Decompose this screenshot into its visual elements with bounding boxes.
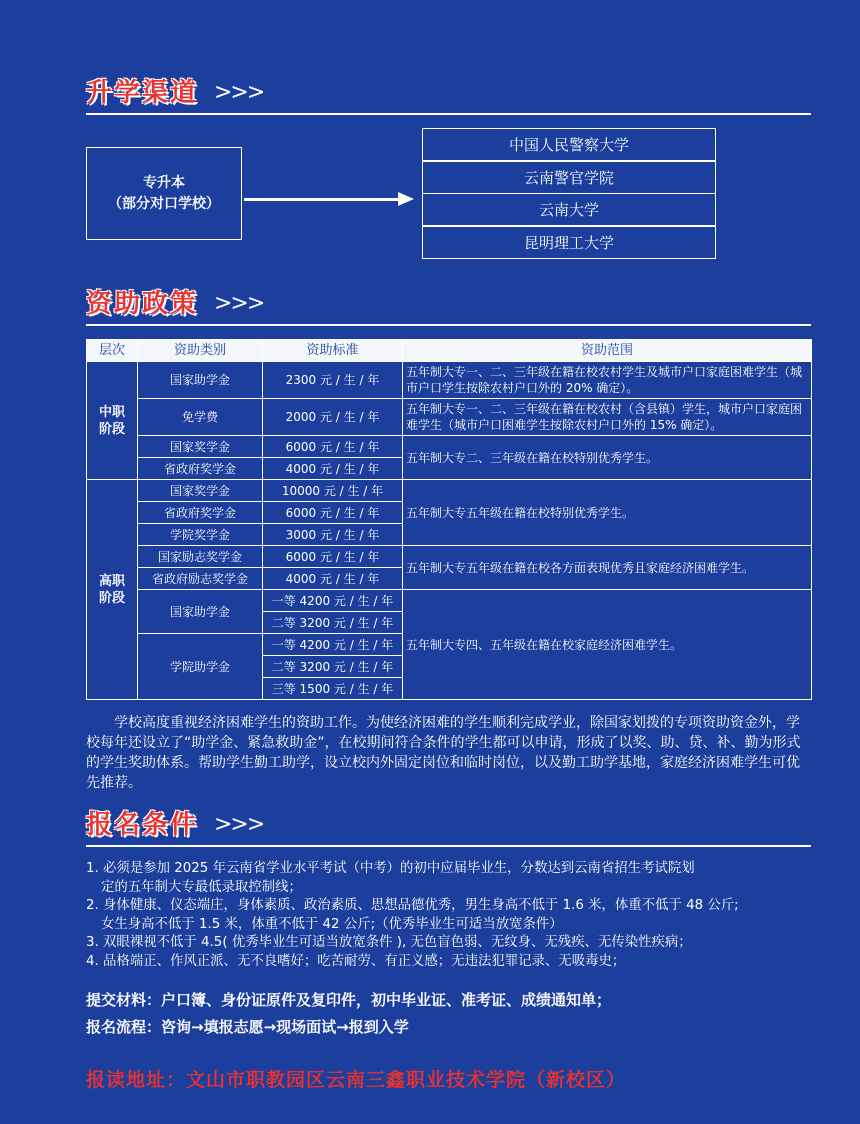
source-subtitle: （部分对口学校） bbox=[108, 195, 220, 212]
chevrons-icon: >>> bbox=[214, 291, 264, 316]
amount-cell: 一等 4200 元 / 生 / 年 bbox=[263, 634, 403, 656]
divider bbox=[86, 845, 811, 847]
aid-table bbox=[86, 339, 812, 700]
table-row bbox=[87, 436, 812, 458]
materials-text: 提交材料：户口簿、身份证原件及复印件，初中毕业证、准考证、成绩通知单； bbox=[86, 991, 612, 1009]
list-item: 4. 品格端正、作风正派、无不良嗜好；吃苦耐劳、有正义感；无违法犯罪记录、无吸毒史； bbox=[86, 953, 626, 969]
amount-cell: 3000 元 / 生 / 年 bbox=[263, 524, 403, 546]
type-cell: 省政府励志奖学金 bbox=[138, 568, 263, 590]
list-item: 3. 双眼裸视不低于 4.5( 优秀毕业生可适当放宽条件 ), 无色盲色弱、无纹身、无残疾、无传染性疾病； bbox=[86, 935, 692, 951]
type-cell: 国家助学金 bbox=[138, 362, 263, 399]
amount-cell: 4000 元 / 生 / 年 bbox=[263, 568, 403, 590]
type-cell: 国家奖学金 bbox=[138, 480, 263, 502]
chevrons-icon: >>> bbox=[214, 80, 264, 105]
conditions-list bbox=[86, 860, 816, 972]
section-header-aid bbox=[86, 287, 811, 327]
level-cell bbox=[87, 362, 138, 480]
amount-cell: 10000 元 / 生 / 年 bbox=[263, 480, 403, 502]
scope-cell: 五年制大专一、二、三年级在籍在校农村学生及城市户口家庭困难学生（城市户口学生按除农村户口外的 20% 确定）。 bbox=[403, 362, 812, 399]
source-title: 专升本 bbox=[143, 174, 185, 191]
amount-cell: 6000 元 / 生 / 年 bbox=[263, 436, 403, 458]
header-cell: 资助范围 bbox=[403, 340, 812, 362]
table-row bbox=[87, 399, 812, 436]
target-university: 中国人民警察大学 bbox=[422, 128, 716, 162]
type-cell: 省政府奖学金 bbox=[138, 502, 263, 524]
type-cell: 国家助学金 bbox=[138, 590, 263, 634]
level-label: 中职 阶段 bbox=[98, 404, 125, 437]
target-university: 昆明理工大学 bbox=[422, 225, 716, 259]
amount-cell: 三等 1500 元 / 生 / 年 bbox=[263, 678, 403, 700]
section-title: 资助政策 bbox=[86, 289, 199, 319]
aid-paragraph: 学校高度重视经济困难学生的资助工作。为使经济困难的学生顺利完成学业，除国家划拨的专项资助资金外，学校每年还设立了“助学金、紧急救助金”，在校期间符合条件的学生都可以申请，形成了以奖、助、贷、补、勤为形式的学生奖助体系。帮助学生勤工助学，设立校内外固定岗位和临时岗位，以及勤工助学基地，家庭经济困难学生可优先推荐。 bbox=[86, 715, 801, 791]
header-cell: 层次 bbox=[87, 340, 138, 362]
scope-cell: 五年制大专五年级在籍在校各方面表现优秀且家庭经济困难学生。 bbox=[403, 546, 812, 590]
process-text: 报名流程：咨询→填报志愿→现场面试→报到入学 bbox=[86, 1018, 409, 1036]
amount-cell: 二等 3200 元 / 生 / 年 bbox=[263, 656, 403, 678]
amount-cell: 一等 4200 元 / 生 / 年 bbox=[263, 590, 403, 612]
level-label: 高职 阶段 bbox=[98, 573, 125, 606]
amount-cell: 2300 元 / 生 / 年 bbox=[263, 362, 403, 399]
section-header-enroll bbox=[86, 808, 811, 848]
amount-cell: 二等 3200 元 / 生 / 年 bbox=[263, 612, 403, 634]
section-title: 报名条件 bbox=[86, 810, 199, 840]
header-cell: 资助标准 bbox=[263, 340, 403, 362]
type-cell: 国家励志奖学金 bbox=[138, 546, 263, 568]
divider bbox=[86, 324, 811, 326]
list-item: 定的五年制大专最低录取控制线； bbox=[101, 879, 302, 895]
type-cell: 学院奖学金 bbox=[138, 524, 263, 546]
type-cell: 免学费 bbox=[138, 399, 263, 436]
target-university: 云南大学 bbox=[422, 193, 716, 227]
table-row bbox=[87, 480, 812, 502]
level-cell bbox=[87, 480, 138, 700]
arrow-head-icon bbox=[398, 192, 414, 206]
amount-cell: 6000 元 / 生 / 年 bbox=[263, 546, 403, 568]
list-item: 女生身高不低于 1.5 米，体重不低于 42 公斤;（优秀毕业生可适当放宽条件） bbox=[101, 916, 563, 932]
table-header-row bbox=[87, 340, 812, 362]
scope-cell: 五年制大专一、二、三年级在籍在校农村（含县镇）学生，城市户口家庭困难学生（城市户口困难学生按除农村户口外的 15% 确定）。 bbox=[403, 399, 812, 436]
divider bbox=[86, 113, 811, 115]
header-cell: 资助类别 bbox=[138, 340, 263, 362]
table-row bbox=[87, 546, 812, 568]
target-university: 云南警官学院 bbox=[422, 160, 716, 194]
scope-cell: 五年制大专二、三年级在籍在校特别优秀学生。 bbox=[403, 436, 812, 480]
section-header-pathway bbox=[86, 76, 811, 116]
amount-cell: 6000 元 / 生 / 年 bbox=[263, 502, 403, 524]
address-text: 报读地址：文山市职教园区云南三鑫职业技术学院（新校区） bbox=[86, 1069, 627, 1091]
list-item: 2. 身体健康、仪态端庄，身体素质、政治素质、思想品德优秀，男生身高不低于 1.6 米，体重不低于 48 公斤; bbox=[86, 898, 739, 914]
table-row bbox=[87, 590, 812, 612]
chevrons-icon: >>> bbox=[214, 812, 264, 837]
pathway-source-box bbox=[86, 147, 242, 240]
list-item: 1. 必须是参加 2025 年云南省学业水平考试（中考）的初中应届毕业生，分数达到云南省招生考试院划 bbox=[86, 861, 695, 876]
scope-cell: 五年制大专四、五年级在籍在校家庭经济困难学生。 bbox=[403, 590, 812, 700]
table-row bbox=[87, 362, 812, 399]
section-title: 升学渠道 bbox=[86, 78, 199, 108]
type-cell: 省政府奖学金 bbox=[138, 458, 263, 480]
type-cell: 学院助学金 bbox=[138, 634, 263, 700]
amount-cell: 2000 元 / 生 / 年 bbox=[263, 399, 403, 436]
amount-cell: 4000 元 / 生 / 年 bbox=[263, 458, 403, 480]
arrow-right-icon bbox=[244, 198, 402, 201]
scope-cell: 五年制大专五年级在籍在校特别优秀学生。 bbox=[403, 480, 812, 546]
type-cell: 国家奖学金 bbox=[138, 436, 263, 458]
pathway-targets bbox=[422, 129, 716, 259]
